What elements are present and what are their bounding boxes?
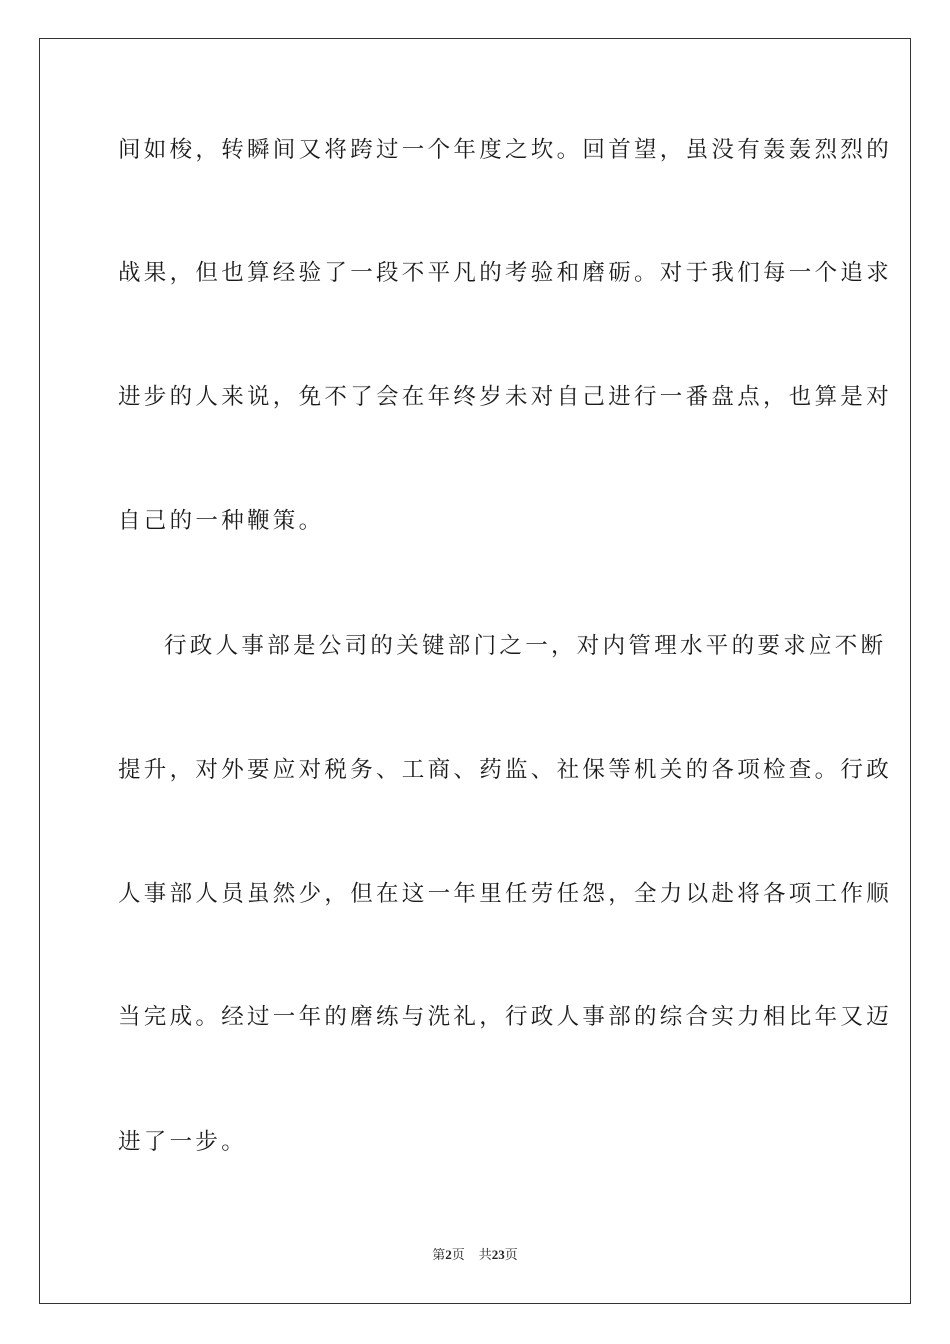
page-footer	[0, 1246, 950, 1265]
total-prefix: 共	[478, 1248, 492, 1263]
paragraph-2-line-5: 进了一步。	[118, 1129, 248, 1155]
total-pages: 23	[491, 1247, 505, 1262]
total-pages-label	[479, 1246, 518, 1265]
page-suffix: 页	[451, 1248, 465, 1263]
page-prefix: 第	[432, 1248, 446, 1263]
page-number: 2	[445, 1247, 452, 1262]
paragraph-2-line-4: 当完成。经过一年的磨练与洗礼，行政人事部的综合实力相比年又迈	[118, 1004, 893, 1030]
paragraph-2-line-2: 提升，对外要应对税务、工商、药监、社保等机关的各项检查。行政	[118, 757, 893, 783]
paragraph-2-line-1: 行政人事部是公司的关键部门之一，对内管理水平的要求应不断	[164, 633, 887, 659]
paragraph-2-line-3: 人事部人员虽然少，但在这一年里任劳任怨，全力以赴将各项工作顺	[118, 881, 893, 907]
paragraph-1-line-4: 自己的一种鞭策。	[118, 508, 325, 534]
paragraph-1-line-2: 战果，但也算经验了一段不平凡的考验和磨砺。对于我们每一个追求	[118, 260, 893, 286]
page-number-label	[432, 1246, 465, 1265]
paragraph-1-line-3: 进步的人来说，免不了会在年终岁未对自己进行一番盘点，也算是对	[118, 384, 893, 410]
page-frame	[39, 38, 911, 1304]
paragraph-1-line-1: 间如梭，转瞬间又将跨过一个年度之坎。回首望，虽没有轰轰烈烈的	[118, 137, 893, 163]
total-suffix: 页	[504, 1248, 518, 1263]
